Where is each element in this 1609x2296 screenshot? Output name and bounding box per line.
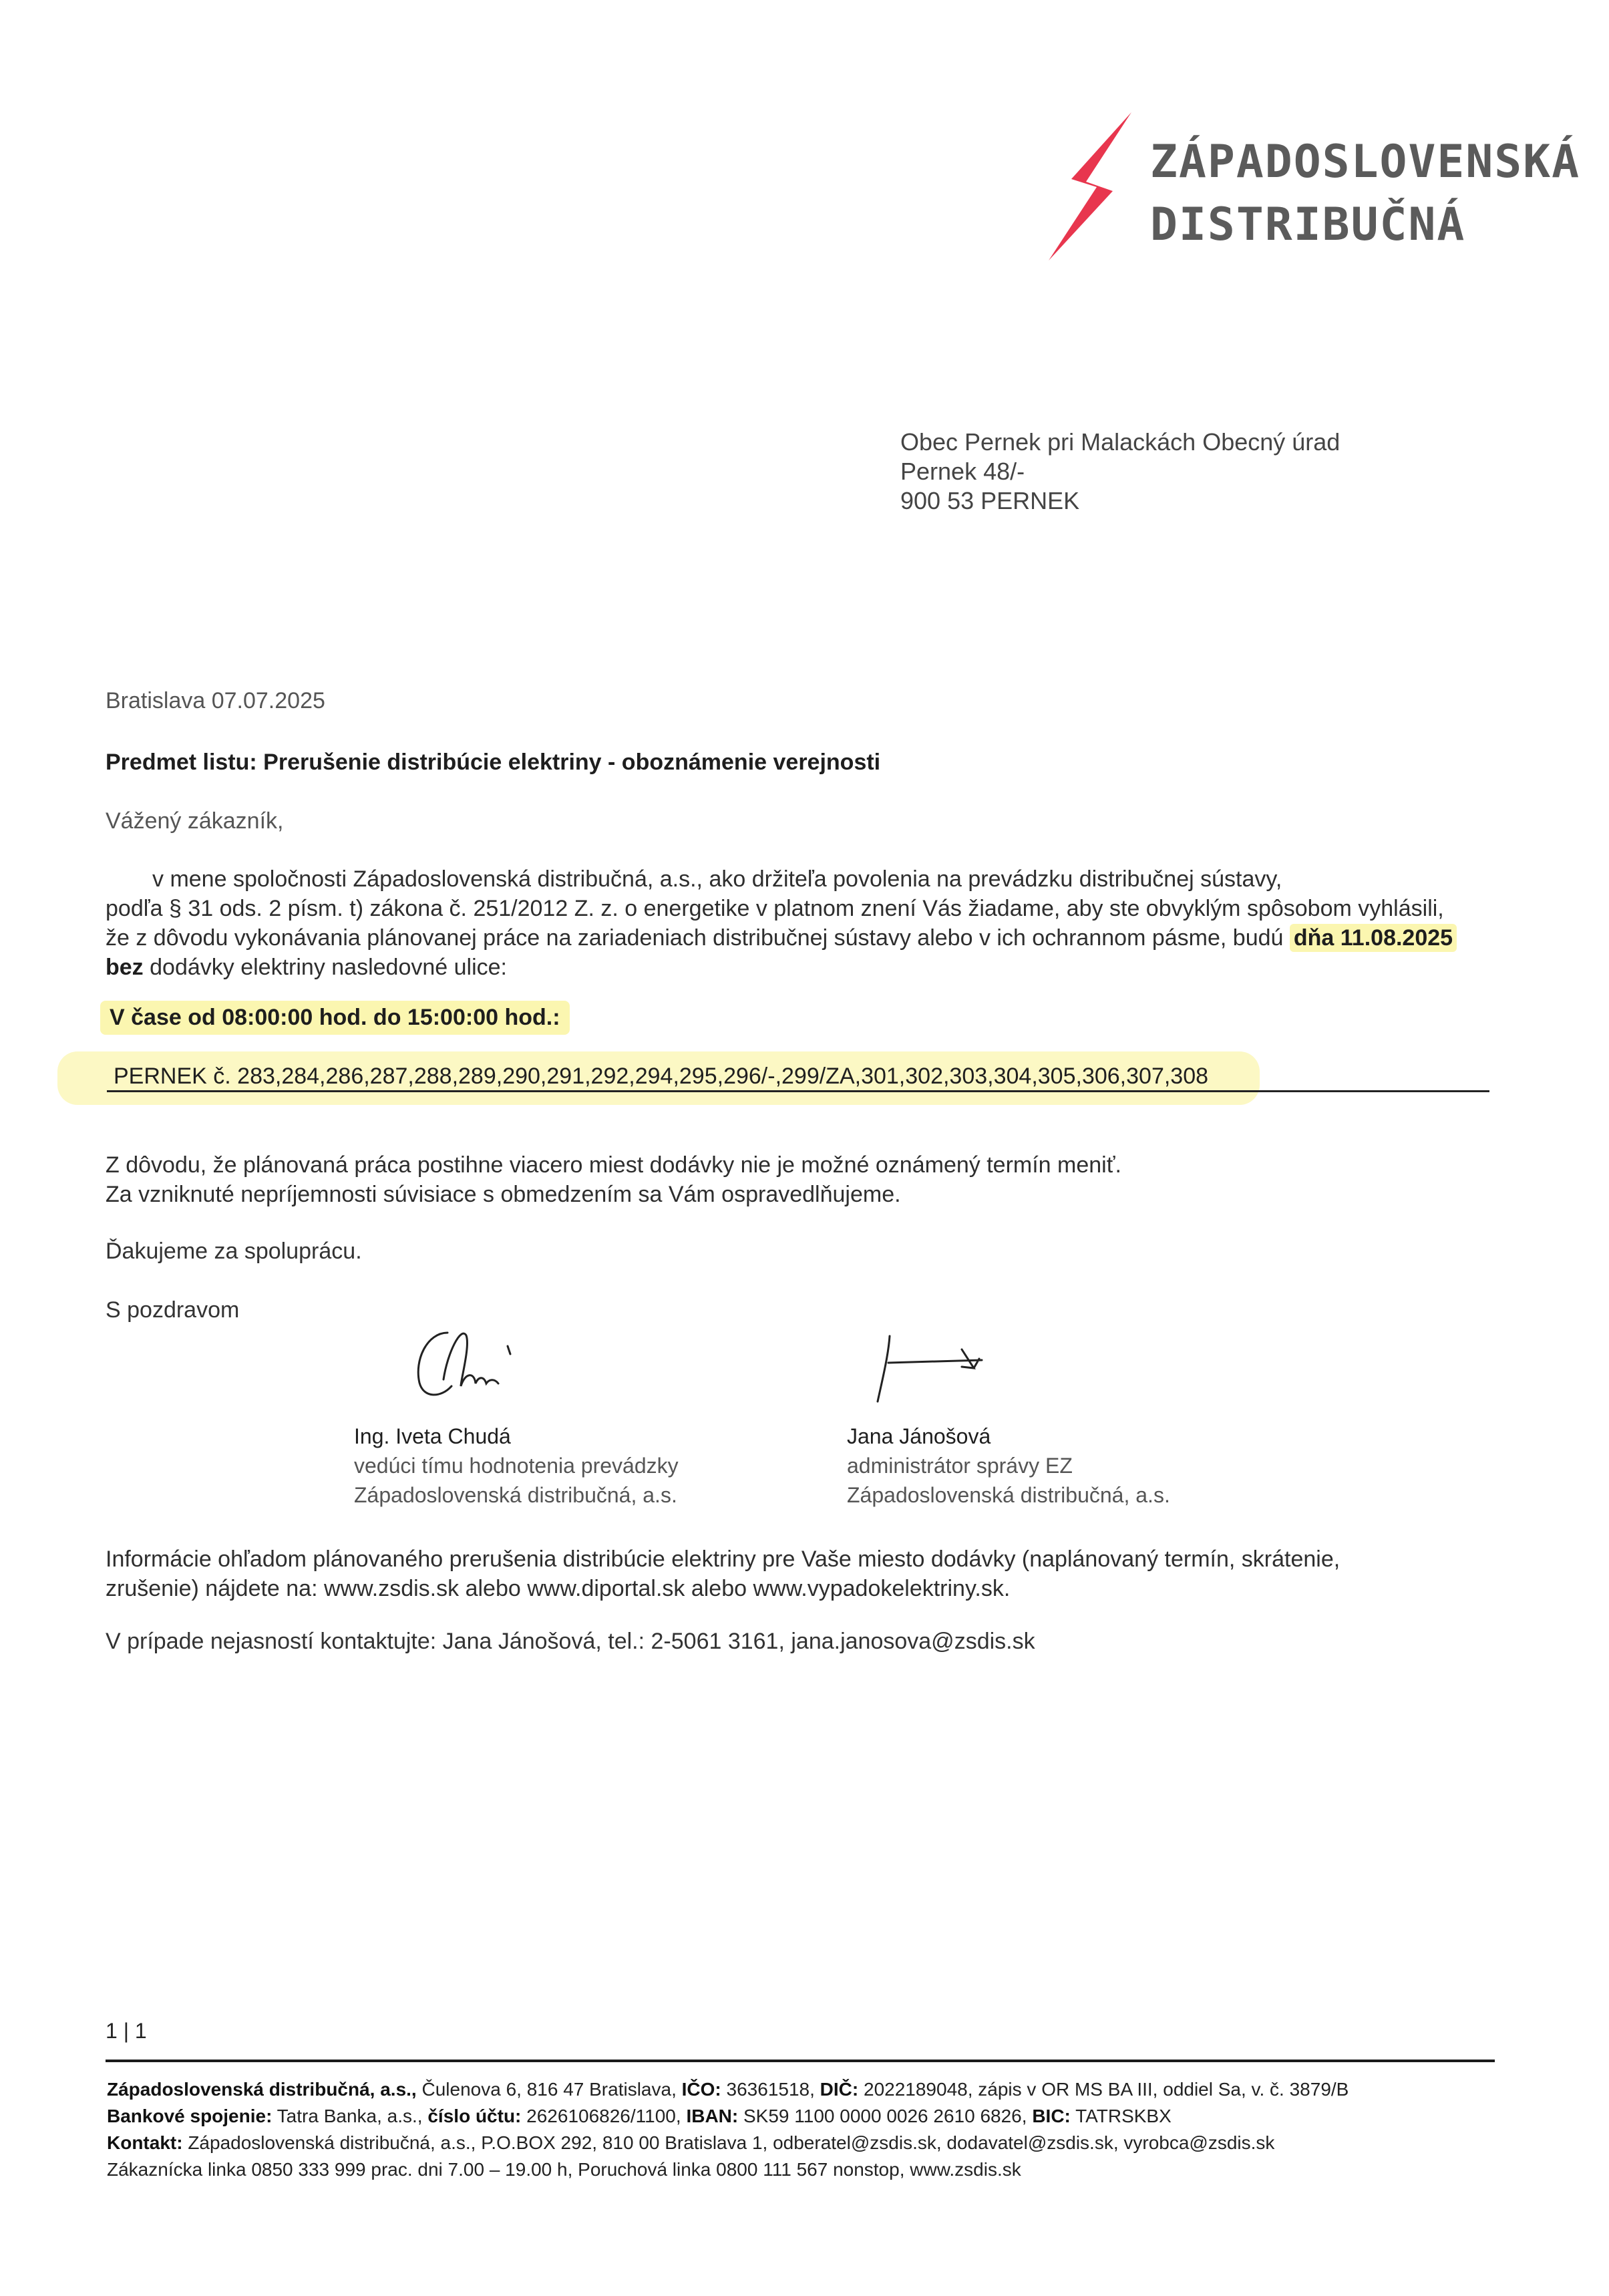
apology-paragraph [106,1150,1121,1209]
footer-iban-label: IBAN: [686,2106,739,2126]
regards-line: S pozdravom [106,1297,240,1323]
thanks-line: Ďakujeme za spoluprácu. [106,1239,362,1264]
footer-dic-label: DIČ: [820,2079,859,2100]
recipient-line-2: Pernek 48/- [900,458,1025,485]
outage-date: dňa 11.08.2025 [1290,924,1457,952]
streets-underline [107,1090,1489,1092]
paragraph-line-3-text: že z dôvodu vykonávania plánovanej práce na zariadeniach distribučnej sústavy alebo v ich ochrannom pásme, budú [106,925,1290,951]
page-number: 1 | 1 [106,2019,147,2043]
signature-2-icon [862,1329,1002,1403]
footer-iban-value: SK59 1100 0000 0026 2610 6826, [738,2106,1033,2126]
outage-time-range: V čase od 08:00:00 hod. do 15:00:00 hod.: [100,1001,570,1035]
signer-2-company: Západoslovenská distribučná, a.s. [847,1483,1170,1507]
signer-2 [847,1422,1170,1510]
apology-line-2: Za vzniknuté nepríjemnosti súvisiace s obmedzením sa Vám ospravedlňujeme. [106,1182,901,1207]
signer-1-name: Ing. Iveta Chudá [354,1424,511,1448]
footer-ico-value: 36361518, [721,2079,820,2100]
footer-bic-value: TATRSKBX [1070,2106,1172,2126]
footer-bank-value: Tatra Banka, a.s., [272,2106,428,2126]
footer-company-name: Západoslovenská distribučná, a.s., [107,2079,417,2100]
greeting: Vážený zákazník, [106,808,284,834]
footer-line-4: Zákaznícka linka 0850 333 999 prac. dni 7.00 – 19.00 h, Poruchová linka 0800 111 567 nonstop, www.zsdis.sk [107,2159,1021,2180]
footer-dic-value: 2022189048, zápis v OR MS BA III, oddiel Sa, v. č. 3879/B [858,2079,1349,2100]
company-logo-text [1150,131,1580,257]
footer-address: Čulenova 6, 816 47 Bratislava, [416,2079,682,2100]
signer-1 [354,1422,679,1510]
footer-line-2 [107,2103,1349,2130]
logo-line-2: DISTRIBUČNÁ [1150,198,1466,251]
signer-2-title: administrátor správy EZ [847,1454,1073,1478]
paragraph-line-4 [106,953,1508,982]
footer-bic-label: BIC: [1032,2106,1071,2126]
lightning-bolt-logo-icon [1049,112,1135,261]
footer-contact-value: Západoslovenská distribučná, a.s., P.O.BOX 292, 810 00 Bratislava 1, odberatel@zsdis.sk, dodavatel@zsdis.sk, vyrobca@zsdis.sk [182,2132,1275,2153]
footer-account-label: číslo účtu: [427,2106,522,2126]
paragraph-line-1: v mene spoločnosti Západoslovenská distribučná, a.s., ako držiteľa povolenia na prevádzku distribučnej sústavy, [152,866,1282,892]
notice-paragraph [106,864,1508,982]
footer-ico-label: IČO: [681,2079,721,2100]
footer-line-3 [107,2130,1349,2156]
letter-subject: Predmet listu: Prerušenie distribúcie elektriny - oboznámenie verejnosti [106,750,881,775]
paragraph-line-3 [106,923,1508,953]
apology-line-1: Z dôvodu, že plánovaná práca postihne viacero miest dodávky nie je možné oznámený termín meniť. [106,1152,1121,1178]
info-paragraph [106,1544,1340,1603]
signer-1-title: vedúci tímu hodnotenia prevádzky [354,1454,679,1478]
footer-divider [106,2060,1495,2062]
signature-1-icon [401,1319,521,1406]
contact-line: V prípade nejasností kontaktujte: Jana Jánošová, tel.: 2-5061 3161, jana.janosova@zsdis.sk [106,1629,1035,1654]
paragraph-line-4-text: dodávky elektriny nasledovné ulice: [143,955,508,980]
logo-line-1: ZÁPADOSLOVENSKÁ [1150,136,1581,188]
info-line-2: zrušenie) nájdete na: www.zsdis.sk alebo www.diportal.sk alebo www.vypadokelektriny.sk. [106,1576,1011,1601]
footer-bank-label: Bankové spojenie: [107,2106,273,2126]
company-footer [107,2076,1349,2183]
recipient-address [900,428,1340,516]
paragraph-line-2: podľa § 31 ods. 2 písm. t) zákona č. 251/2012 Z. z. o energetike v platnom znení Vás žiadame, aby ste obvyklým spôsobom vyhlásili, [106,896,1444,921]
without-word: bez [106,955,144,980]
footer-account-value: 2626106826/1100, [521,2106,687,2126]
footer-contact-label: Kontakt: [107,2132,183,2153]
recipient-line-1: Obec Pernek pri Malackách Obecný úrad [900,428,1340,456]
info-line-1: Informácie ohľadom plánovaného prerušenia distribúcie elektriny pre Vaše miesto dodávky (naplánovaný termín, skrátenie, [106,1546,1340,1572]
recipient-line-3: 900 53 PERNEK [900,487,1080,514]
affected-streets: PERNEK č. 283,284,286,287,288,289,290,291,292,294,295,296/-,299/ZA,301,302,303,304,305,306,307,308 [114,1063,1209,1089]
signer-2-name: Jana Jánošová [847,1424,991,1448]
footer-line-1 [107,2076,1349,2103]
signer-1-company: Západoslovenská distribučná, a.s. [354,1483,677,1507]
letter-date: Bratislava 07.07.2025 [106,688,325,713]
